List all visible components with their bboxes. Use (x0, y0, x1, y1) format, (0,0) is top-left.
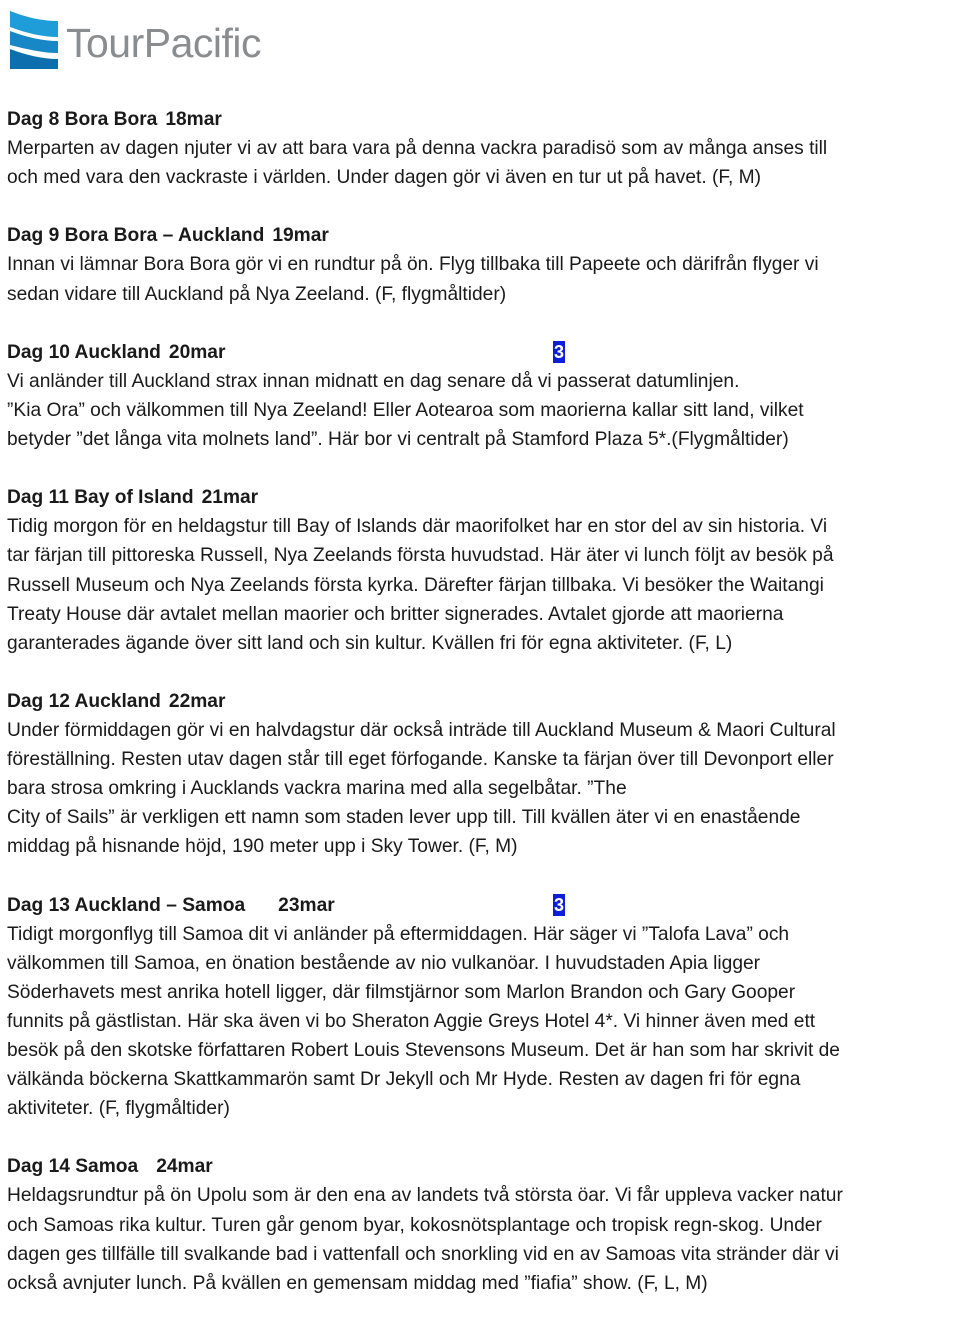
description-line: Treaty House där avtalet mellan maorier och britter signerades. Avtalet gjorde att maorierna (7, 603, 784, 625)
description-line: middag på hisnande höjd, 190 meter upp i Sky Tower. (F, M) (7, 836, 518, 858)
description-line: och med vara den vackraste i världen. Under dagen gör vi även en tur ut på havet. (F, M) (7, 167, 762, 189)
description-line: välkommen till Samoa, en önation bestående av nio vulkanöar. I huvudstaden Apia ligger (7, 952, 761, 974)
day-title: Dag 11 Bay of Island (7, 487, 194, 509)
day-description (7, 1181, 959, 1297)
day-section (7, 221, 959, 308)
day-heading (7, 483, 959, 512)
day-title: Dag 8 Bora Bora (7, 109, 158, 130)
itinerary (7, 105, 959, 1327)
day-section (7, 483, 959, 658)
day-description (7, 920, 959, 1124)
description-line: Söderhavets mest anrika hotell ligger, där filmstjärnor som Marlon Brandon och Gary Gooper (7, 981, 796, 1003)
description-line: ”Kia Ora” och välkommen till Nya Zeeland! Eller Aotearoa som maorierna kallar sitt land, vilket (7, 399, 804, 421)
day-date: 23mar (278, 894, 335, 916)
rating-badge: 3 (554, 895, 565, 916)
description-line: funnits på gästlistan. Här ska även vi bo Sheraton Aggie Greys Hotel 4*. Vi hinner även med ett (7, 1010, 816, 1032)
day-heading (7, 891, 959, 920)
brand-logo (6, 2, 266, 76)
description-line: bara strosa omkring i Aucklands vackra marina med alla segelbåtar. ”The (7, 778, 627, 800)
day-heading (7, 105, 959, 134)
description-line: aktiviteter. (F, flygmåltider) (7, 1098, 230, 1120)
day-section (7, 105, 959, 192)
description-line: tar färjan till pittoreska Russell, Nya Zeelands första huvudstad. Här äter vi lunch följt av besök på (7, 545, 834, 567)
day-description (7, 367, 959, 454)
day-date: 21mar (201, 487, 259, 509)
day-description (7, 512, 959, 657)
description-line: Under förmiddagen gör vi en halvdagstur där också inträde till Auckland Museum & Maori Cultural (7, 719, 836, 741)
day-title: Dag 14 Samoa (7, 1156, 139, 1178)
day-title: Dag 9 Bora Bora – Auckland (7, 225, 265, 247)
description-line: sedan vidare till Auckland på Nya Zeeland. (F, flygmåltider) (7, 283, 507, 305)
rating-badge: 3 (554, 342, 565, 363)
day-description (7, 250, 959, 308)
day-section (7, 338, 959, 454)
day-date: 22mar (168, 690, 226, 712)
description-line: och Samoas rika kultur. Turen går genom byar, kokosnötsplantage och tropisk regn-skog. Under (7, 1214, 822, 1236)
brand-name: TourPacific (66, 19, 262, 66)
day-title: Dag 10 Auckland (7, 341, 161, 363)
description-line: Innan vi lämnar Bora Bora gör vi en rundtur på ön. Flyg tillbaka till Papeete och därifrån flyger vi (7, 254, 819, 276)
description-line: besök på den skotske författaren Robert Louis Stevensons Museum. Det är han som har skrivit de (7, 1040, 840, 1061)
day-heading (7, 687, 959, 716)
day-date: 20mar (168, 341, 226, 363)
description-line: föreställning. Resten utav dagen står till eget förfogande. Kanske ta färjan över till Devonport eller (7, 749, 834, 771)
day-section (7, 891, 959, 1124)
day-heading (7, 221, 959, 250)
day-section (7, 1152, 959, 1297)
description-line: dagen ges tillfälle till svalkande bad i vattenfall och snorkling vid en av Samoas vita stränder där vi (7, 1243, 839, 1265)
description-line: Tidig morgon för en heldagstur till Bay of Islands där maorifolket har en stor del av sin historia. Vi (7, 516, 828, 538)
sail-icon (6, 7, 62, 71)
description-line: Tidigt morgonflyg till Samoa dit vi anländer på eftermiddagen. Här säger vi ”Talofa Lava” och (7, 923, 790, 945)
day-section (7, 687, 959, 862)
description-line: betyder ”det långa vita molnets land”. Här bor vi centralt på Stamford Plaza 5*.(Flygmåltider) (7, 429, 789, 451)
day-heading (7, 1152, 959, 1181)
description-line: också avnjuter lunch. På kvällen en gemensam middag med ”fiafia” show. (F, L, M) (7, 1272, 708, 1294)
description-line: Vi anländer till Auckland strax innan midnatt en dag senare då vi passerat datumlinjen. (7, 370, 740, 392)
description-line: Merparten av dagen njuter vi av att bara vara på denna vackra paradisö som av många anses till (7, 138, 828, 160)
day-title: Dag 12 Auckland (7, 690, 161, 712)
day-heading (7, 338, 959, 367)
description-line: Russell Museum och Nya Zeelands första kyrka. Därefter färjan tillbaka. Vi besöker the Waitangi (7, 574, 824, 596)
day-description (7, 716, 959, 861)
description-line: garanterades ägande över sitt land och sin kultur. Kvällen fri för egna aktiviteter. (F, L) (7, 632, 733, 654)
day-description (7, 134, 959, 192)
description-line: välkända böckerna Skattkammarön samt Dr Jekyll och Mr Hyde. Resten av dagen fri för egna (7, 1069, 801, 1091)
day-date: 18mar (165, 109, 222, 130)
day-date: 19mar (272, 225, 329, 247)
day-date: 24mar (156, 1156, 213, 1178)
day-title: Dag 13 Auckland – Samoa (7, 894, 246, 916)
description-line: Heldagsrundtur på ön Upolu som är den ena av landets två största öar. Vi får uppleva vacker natur (7, 1185, 843, 1207)
description-line: City of Sails” är verkligen ett namn som staden lever upp till. Till kvällen äter vi en enastående (7, 807, 801, 829)
